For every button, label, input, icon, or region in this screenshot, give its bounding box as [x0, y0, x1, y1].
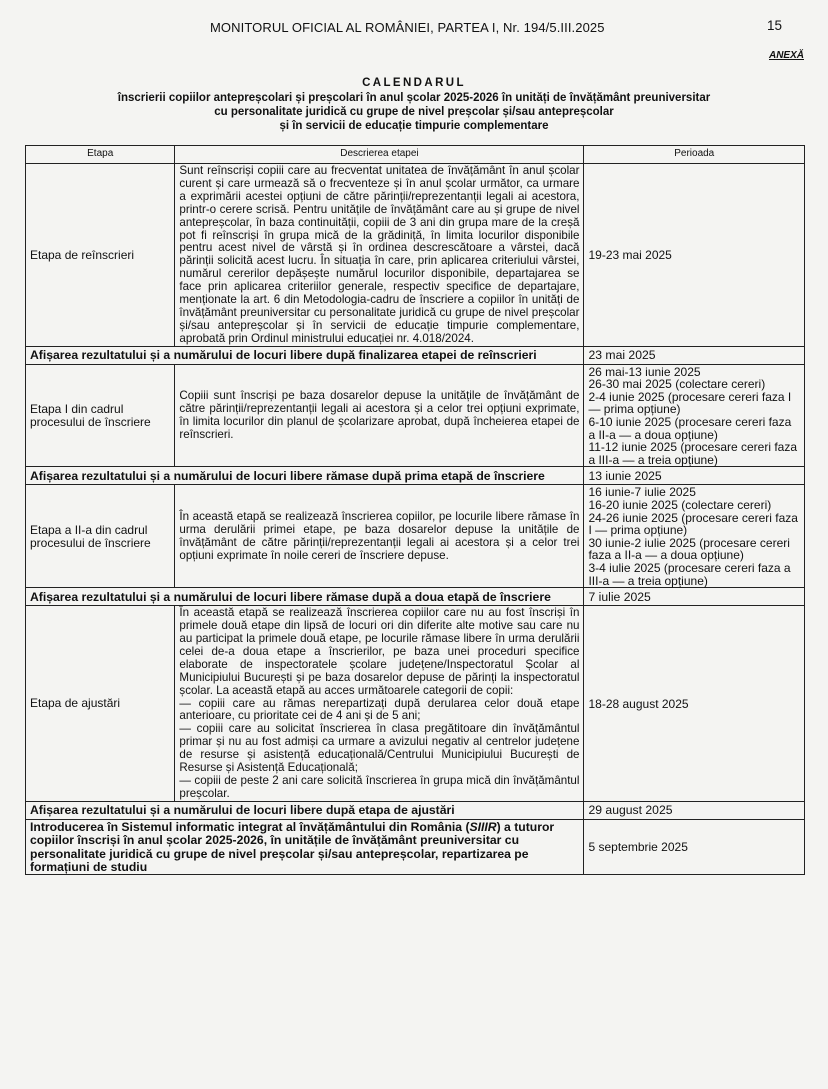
- header-perioada: Perioada: [584, 146, 805, 164]
- description-cell: În această etapă se realizează înscrierea copiilor, pe locurile libere rămase în urma derulării primei etape, pe baza dosarelor depuse la unitățile de învățământ de către părinții/reprezentanții legali ai acestora și a celor trei opțiuni exprimate în noile cereri de înscriere depuse.: [175, 485, 584, 588]
- period-line: 6-10 iunie 2025 (procesare cereri faza a II-a — a doua opțiune): [588, 415, 792, 442]
- table-row-results: [26, 801, 805, 819]
- results-cell: Afișarea rezultatului și a numărului de locuri libere după etapa de ajustări: [26, 801, 584, 819]
- period-cell: [584, 485, 805, 588]
- period-line: 2-4 iunie 2025 (procesare cereri faza I — prima opțiune): [588, 389, 792, 417]
- page-number: 15: [766, 18, 782, 33]
- etapa-cell: Etapa I din cadrul procesului de înscriere: [26, 364, 175, 467]
- page-header: [0, 18, 828, 38]
- period-cell: 23 mai 2025: [584, 346, 805, 364]
- etapa-cell: Etapa de ajustări: [26, 606, 175, 802]
- gazette-title: MONITORUL OFICIAL AL ROMÂNIEI, PARTEA I, Nr. 194/5.III.2025: [210, 20, 605, 35]
- header-descriere: Descrierea etapei: [175, 146, 584, 164]
- document-title: [0, 76, 828, 133]
- period-line: 26 mai-13 iunie 2025: [588, 364, 701, 379]
- period-cell: [584, 164, 805, 347]
- description-cell: În această etapă se realizează înscrierea copiilor care nu au fost înscriși în primele două etape din lipsă de locuri ori din diferite alte motive sau care nu au participat la primele două etape, pe locurile rămase libere în urma derulării celei de-a doua etape a înscrierilor, pe baza unei proceduri specifice elaborate de inspectoratele școlare județene/Inspectoratul Școlar al Municipiului București și pe baza dosarelor depuse de părinți la inspectoratul școlar. La această etapă au acces următoarele categorii de copii: — copiii care au rămas nerepartizați după derularea celor două etape anterioare, cu prioritate cei de 4 ani și de 5 ani; — copiii care au solicitat înscrierea în clasa pregătitoare din învățământul primar și nu au fost admiși ca urmare a avizului negativ al centrelor județene de resurse și asistență educațională/Centrului Municipiului București de Resurse și Asistență Educațională; — copiii de peste 2 ani care solicită înscrierea în grupa mică din învățământul preșcolar.: [175, 606, 584, 802]
- siiir-text-after: ) a tuturor copiilor înscriși în anul școlar 2025-2026, în unitățile de învățământ preuniversitar cu personalitate juridică cu grupe de nivel preșcolar și/sau antepreșcolar, repartizarea pe formațiuni de studiu: [30, 819, 555, 874]
- period-line: 3-4 iulie 2025 (procesare cereri faza a III-a — a treia opțiune): [588, 561, 791, 588]
- results-cell: Afișarea rezultatului și a numărului de locuri libere rămase după prima etapă de înscriere: [26, 467, 584, 485]
- table-row: [26, 364, 805, 467]
- calendar-table: [25, 145, 805, 875]
- calendar-heading: CALENDARUL: [362, 77, 466, 89]
- siiir-text-before: Introducerea în Sistemul informatic integrat al învățământului din România (: [30, 819, 470, 834]
- table-row: [26, 164, 805, 347]
- period-line: 11-12 iunie 2025 (procesare cereri faza a III-a — a treia opțiune): [588, 440, 798, 467]
- period-line: 16-20 iunie 2025 (colectare cereri): [588, 498, 772, 513]
- table-row: [26, 485, 805, 588]
- header-etapa: Etapa: [26, 146, 175, 164]
- table-row-results: [26, 346, 805, 364]
- period-cell: 7 iulie 2025: [584, 588, 805, 606]
- description-cell: Copiii sunt înscriși pe baza dosarelor depuse la unitățile de învățământ de către părinții/reprezentanții legali ai acestora și a celor trei opțiuni exprimate, în limita locurilor din planul de școlarizare aprobat, după încheierea etapei de reînscrieri.: [175, 364, 584, 467]
- annex-label: ANEXĂ: [768, 50, 804, 61]
- subtitle-line-1: înscrierii copiilor antepreșcolari și preșcolari în anul școlar 2025-2026 în unități de învățământ preuniversitar: [117, 92, 711, 104]
- description-cell: Sunt reînscriși copiii care au frecventat unitatea de învățământ în anul școlar curent și care urmează să o frecventeze și în anul școlar următor, ca urmare a exprimării acestei opțiuni de către părinții/reprezentanții legali ai acestora, printr-o cerere scrisă. Pentru unitățile de învățământ care au și grupe de nivel antepreșcolar, în baza continuității, copiii de 3 ani din grupa mare de la creșă pot fi reînscriși în grupa mică de la grădiniță, în limita locurilor disponibile pentru acest nivel de vârstă și în ordinea descrescătoare a vârstei, dacă părinții solicită acest lucru. În situația în care, prin aplicarea criteriului vârstei, numărul cererilor depășește numărul locurilor disponibile, departajarea se face prin aplicarea criteriilor generale, respectiv specifice de departajare, menționate la art. 6 din Metodologia-cadru de înscriere a copiilor în unități de învățământ preuniversitar cu personalitate juridică cu grupe de nivel preșcolar și/sau antepreșcolar și în servicii de educație timpurie complementare, aprobată prin Ordinul ministrului educației nr. 4.018/2024.: [175, 164, 584, 347]
- table-row-results: [26, 588, 805, 606]
- period-line: 30 iunie-2 iulie 2025 (procesare cereri faza a II-a — a doua opțiune): [588, 535, 790, 563]
- results-cell: Afișarea rezultatului și a numărului de locuri libere după finalizarea etapei de reînscrieri: [26, 346, 584, 364]
- subtitle-line-2: cu personalitate juridică cu grupe de nivel preșcolar și/sau antepreșcolar: [214, 106, 614, 118]
- period-cell: 13 iunie 2025: [584, 467, 805, 485]
- etapa-cell: Etapa a II-a din cadrul procesului de înscriere: [26, 485, 175, 588]
- etapa-cell: Etapa de reînscrieri: [26, 164, 175, 347]
- table-row: [26, 606, 805, 802]
- period-cell: [584, 606, 805, 802]
- period-line: 19-23 mai 2025: [588, 248, 672, 263]
- period-line: 18-28 august 2025: [588, 696, 689, 711]
- period-line: 24-26 iunie 2025 (procesare cereri faza I — prima opțiune): [588, 510, 798, 538]
- table-row-final: [26, 819, 805, 875]
- period-cell: [584, 364, 805, 467]
- results-cell: Afișarea rezultatului și a numărului de locuri libere rămase după a doua etapă de înscriere: [26, 588, 584, 606]
- table-header-row: [26, 146, 805, 164]
- siiir-cell: [26, 819, 584, 875]
- table-row-results: [26, 467, 805, 485]
- period-cell: 29 august 2025: [584, 801, 805, 819]
- subtitle-line-3: și în servicii de educație timpurie complementare: [279, 120, 549, 132]
- period-line: 16 iunie-7 iulie 2025: [588, 485, 696, 500]
- period-line: 26-30 mai 2025 (colectare cereri): [588, 377, 766, 392]
- period-cell: 5 septembrie 2025: [584, 819, 805, 875]
- siiir-acronym: SIIIR: [469, 819, 497, 834]
